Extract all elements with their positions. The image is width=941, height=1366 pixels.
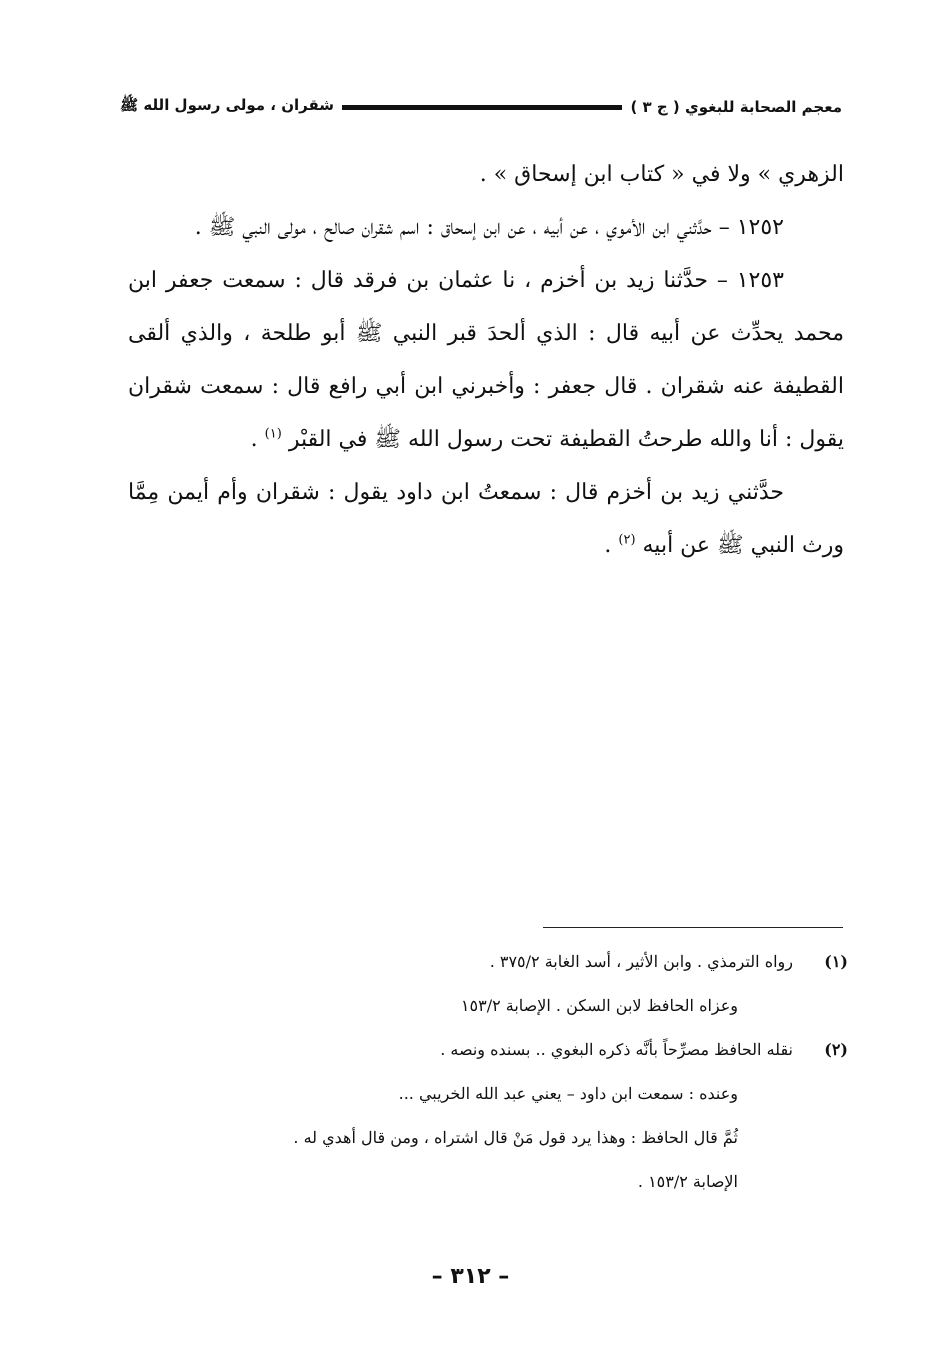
- chapter-title: شقران ، مولى رسول الله ﷺ: [120, 96, 335, 114]
- paragraph-4-end: .: [604, 533, 619, 558]
- footnote-ref-2: (٢): [618, 532, 636, 548]
- footnotes: [120, 940, 848, 1204]
- footnote-line: رواه الترمذي . وابن الأثير ، أسد الغابة ٣٧٥/٢ .: [489, 952, 793, 971]
- footnote-line: نقله الحافظ مصرِّحاً بأنَّه ذكره البغوي .. بسنده ونصه .: [440, 1040, 793, 1059]
- header-rule: [342, 105, 622, 110]
- footnote-number: (١): [824, 952, 848, 971]
- main-text: [128, 148, 844, 572]
- hadith-1253-text: ١٢٥٣ – حدَّثنا زيد بن أخزم ، نا عثمان بن فرقد قال : سمعت جعفر ابن محمد يحدِّث عن أبيه قال : الذي ألحدَ قبر النبي ﷺ أبو طلحة ، والذي ألقى القطيفة عنه شقران . قال جعفر : وأخبرني ابن أبي رافع قال : سمعت شقران يقول : أنا والله طرحتُ القطيفة تحت رسول الله ﷺ في القبْر: [128, 268, 844, 452]
- footnote-line: وعزاه الحافظ لابن السكن . الإصابة ١٥٣/٢: [460, 996, 738, 1015]
- footnote-2: [120, 1028, 848, 1204]
- footnote-line: ثُمَّ قال الحافظ : وهذا يرد قول مَنْ قال اشتراه ، ومن قال أهدي له .: [293, 1128, 738, 1147]
- hadith-1252: ١٢٥٢ – حدَّثني ابن الأموي ، عن أبيه ، عن ابن إسحاق : اسم شقران صالح ، مولى النبي ﷺ .: [194, 215, 784, 240]
- paragraph-4-text: حدَّثني زيد بن أخزم قال : سمعتُ ابن داود يقول : شقران وأم أيمن مِمَّا ورث النبي ﷺ عن أبيه: [128, 480, 844, 558]
- running-header: [120, 92, 842, 122]
- footnote-line: وعنده : سمعت ابن داود – يعني عبد الله الخريبي ...: [398, 1084, 738, 1103]
- footnote-line: الإصابة ١٥٣/٢ .: [637, 1172, 738, 1191]
- paragraph-4: [128, 466, 844, 572]
- page-number: – ٣١٢ –: [431, 1264, 510, 1289]
- footnote-1: [120, 940, 848, 1028]
- paragraph-1: الزهري » ولا في « كتاب ابن إسحاق » .: [479, 162, 844, 187]
- footnote-separator: [543, 927, 843, 928]
- footnote-number: (٢): [824, 1040, 848, 1059]
- hadith-1253-end: .: [250, 427, 265, 452]
- footnote-ref-1: (١): [264, 426, 282, 442]
- book-title: معجم الصحابة للبغوي ( ج ٣ ): [630, 98, 842, 116]
- hadith-1253: [128, 254, 844, 466]
